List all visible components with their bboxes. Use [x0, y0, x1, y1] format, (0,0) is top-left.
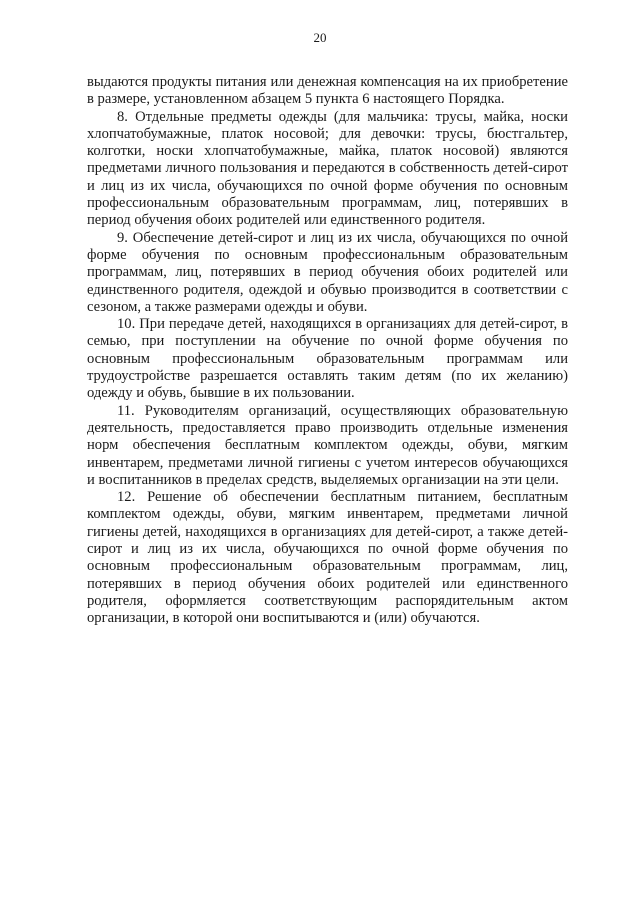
paragraph-12: 12. Решение об обеспечении бесплатным питанием, бесплатным комплектом одежды, обуви, мягким инвентарем, предметами личной гигиены детей, находящихся в организациях для детей-сирот, а также детей-сирот и лиц из их числа, обучающихся по очной форме обучения по основным профессиональным образовательным программам, лиц, потерявших в период обучения обоих родителей или единственного родителя, оформляется соответствующим распорядительным актом организации, в которой они воспитываются и (или) обучаются.	[87, 489, 568, 627]
paragraph-11: 11. Руководителям организаций, осуществляющих образовательную деятельность, предоставляется право производить отдельные изменения норм обеспечения бесплатным комплектом одежды, обуви, мягким инвентарем, предметами личной гигиены с учетом интересов обучающихся и воспитанников в пределах средств, выделяемых организации на эти цели.	[87, 402, 568, 488]
paragraph-continuation: выдаются продукты питания или денежная компенсация на их приобретение в размере, установленном абзацем 5 пункта 6 настоящего Порядка.	[87, 74, 568, 108]
paragraph-8: 8. Отдельные предметы одежды (для мальчика: трусы, майка, носки хлопчатобумажные, платок носовой; для девочки: трусы, бюстгальтер, колготки, носки хлопчатобумажные, майка, платок носовой) являются предметами личного пользования и передаются в собственность детей-сирот и лиц из их числа, обучающихся по очной форме обучения по основным профессиональным образовательным программам, лиц, потерявших в период обучения обоих родителей или единственного родителя.	[87, 108, 568, 229]
paragraph-9: 9. Обеспечение детей-сирот и лиц из их числа, обучающихся по очной форме обучения по основным профессиональным образовательным программам, лиц, потерявших в период обучения обоих родителей или единственного родителя, одеждой и обувью производится в соответствии с сезоном, а также размерами одежды и обуви.	[87, 229, 568, 315]
document-body	[87, 74, 568, 628]
page-number: 20	[313, 30, 327, 45]
paragraph-10: 10. При передаче детей, находящихся в организациях для детей-сирот, в семью, при поступлении на обучение по очной форме обучения по основным профессиональным образовательным программам или трудоустройстве разрешается оставлять таким детям (по их желанию) одежду и обувь, бывшие в их пользовании.	[87, 316, 568, 402]
